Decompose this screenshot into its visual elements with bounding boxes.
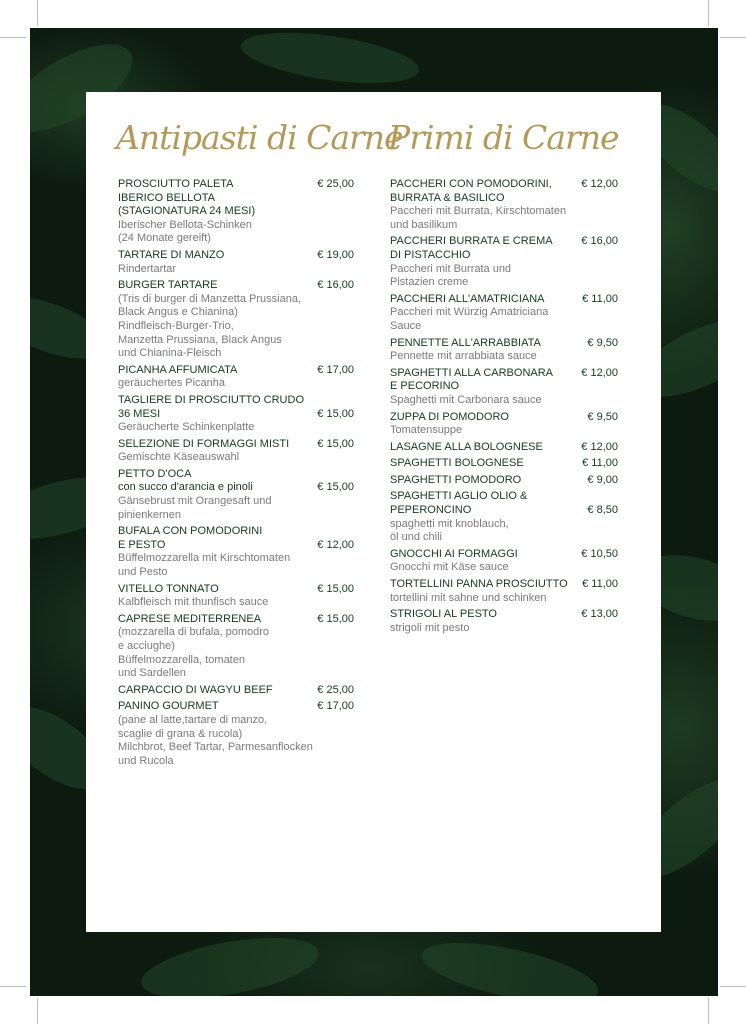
menu-item-name: VITELLO TONNATO [118, 582, 219, 595]
crop-mark-top-left-v [37, 0, 38, 26]
menu-item-price: € 12,00 [317, 538, 354, 551]
menu-item-name: GNOCCHI AI FORMAGGI [390, 547, 518, 560]
menu-item-name: TARTARE DI MANZO [118, 248, 225, 261]
menu-item-price: € 15,00 [317, 437, 354, 450]
menu-item-name: SPAGHETTI ALLA CARBONARA E PECORINO [390, 366, 554, 393]
menu-item-name: PICANHA AFFUMICATA [118, 363, 238, 376]
menu-item-price: € 17,00 [317, 700, 354, 713]
menu-item-description: geräuchertes Picanha [118, 377, 226, 390]
menu-item [118, 279, 354, 361]
menu-item [118, 394, 354, 435]
menu-item-name: PANINO GOURMET [118, 700, 219, 713]
primi-list [390, 178, 626, 638]
menu-item-description: Kalbfleisch mit thunfisch sauce [118, 596, 269, 609]
menu-item [118, 613, 354, 681]
menu-item-name: LASAGNE ALLA BOLOGNESE [390, 440, 543, 453]
menu-item-price: € 25,00 [317, 683, 354, 696]
menu-item [118, 468, 354, 522]
menu-item-name: SELEZIONE DI FORMAGGI MISTI [118, 437, 290, 450]
crop-mark-bottom-left-h [0, 986, 26, 987]
menu-item [390, 474, 626, 488]
crop-mark-top-left-h [0, 37, 26, 38]
menu-item-name: BURGER TARTARE [118, 279, 218, 292]
crop-mark-bottom-right-v [708, 998, 709, 1024]
menu-item-price: € 9,00 [587, 473, 618, 486]
menu-item [390, 457, 626, 471]
menu-item-description: Paccheri mit Burrata und Pistazien creme [390, 262, 512, 289]
menu-item [118, 178, 354, 246]
crop-mark-bottom-left-v [37, 998, 38, 1024]
menu-item [390, 578, 626, 605]
menu-item-description: Iberischer Bellota-Schinken (24 Monate gereift) [118, 218, 252, 245]
menu-item [390, 367, 626, 408]
menu-item-price: € 19,00 [317, 248, 354, 261]
menu-item-name: PETTO D'OCA con succo d'arancia e pinoli [118, 467, 253, 494]
menu-item-name: PACCHERI ALL'AMATRICIANA [390, 292, 545, 305]
menu-item-description: Gänsebrust mit Orangesaft und pinienkernen [118, 495, 272, 521]
menu-item-price: € 12,00 [581, 440, 618, 453]
menu-item-price: € 12,00 [581, 366, 618, 379]
menu-item-name: BUFALA CON POMODORINI E PESTO [118, 525, 263, 551]
menu-item-price: € 11,00 [582, 292, 618, 305]
menu-item-price: € 11,00 [582, 578, 618, 591]
menu-item-name: CAPRESE MEDITERRENEA [118, 612, 262, 625]
menu-item-name: STRIGOLI AL PESTO [390, 608, 497, 621]
menu-item-price: € 11,00 [582, 457, 618, 470]
menu-item-description: Spaghetti mit Carbonara sauce [390, 393, 542, 406]
menu-item-description: Tomatensuppe [390, 424, 463, 437]
menu-item-price: € 15,00 [317, 582, 354, 595]
menu-item-name: SPAGHETTI BOLOGNESE [390, 457, 524, 470]
menu-item-name: PACCHERI BURRATA E CREMA DI PISTACCHIO [390, 235, 553, 261]
menu-item [118, 700, 354, 768]
crop-mark-bottom-right-h [720, 986, 746, 987]
menu-item [390, 490, 626, 544]
menu-item-price: € 15,00 [317, 481, 354, 494]
menu-item-description: Rindertartar [118, 262, 177, 275]
menu-item [118, 364, 354, 391]
menu-item-name: TAGLIERE DI PROSCIUTTO CRUDO 36 MESI [118, 393, 305, 420]
menu-item-description: strigoli mit pesto [390, 621, 470, 634]
menu-item-price: € 25,00 [317, 178, 354, 190]
menu-item-name: CARPACCIO DI WAGYU BEEF [118, 683, 273, 696]
menu-item-description: Paccheri mit Würzig Amatriciana Sauce [390, 306, 549, 332]
menu-item-description: (pane al latte,tartare di manzo, scaglie di grana & rucola) Milchbrot, Beef Tartar, Parmesanflocken und Rucola [118, 713, 313, 767]
menu-item-price: € 15,00 [317, 407, 354, 420]
menu-item-description: Gnocchi mit Käse sauce [390, 561, 509, 574]
menu-item [390, 548, 626, 575]
menu-item-price: € 16,00 [317, 279, 354, 292]
menu-item [390, 293, 626, 334]
menu-item [390, 608, 626, 635]
antipasti-heading: Antipasti di Carne [116, 118, 403, 157]
menu-item-description: Geräucherte Schinkenplatte [118, 421, 255, 434]
menu-item-price: € 9,50 [587, 336, 618, 349]
menu-item-name: PENNETTE ALL'ARRABBIATA [390, 336, 541, 349]
menu-item [390, 235, 626, 289]
menu-item-description: Pennette mit arrabbiata sauce [390, 350, 537, 363]
antipasti-list [118, 178, 354, 771]
menu-item-price: € 10,50 [581, 547, 618, 560]
menu-item [118, 438, 354, 465]
menu-item [390, 337, 626, 364]
menu-item [118, 583, 354, 610]
menu-item-name: ZUPPA DI POMODORO [390, 410, 509, 423]
menu-item-description: tortellini mit sahne und schinken [390, 591, 547, 604]
menu-item-name: PROSCIUTTO PALETA IBERICO BELLOTA (STAGIONATURA 24 MESI) [118, 178, 256, 218]
crop-mark-top-right-h [720, 37, 746, 38]
menu-item-name: PACCHERI CON POMODORINI, BURRATA & BASILICO [390, 178, 552, 204]
menu-item-description: (mozzarella di bufala, pomodro e acciughe) Büffelmozzarella, tomaten und Sardellen [118, 626, 270, 680]
menu-item-price: € 17,00 [317, 363, 354, 376]
menu-item-description: Büffelmozzarella mit Kirschtomaten und Pesto [118, 552, 291, 579]
menu-item-price: € 13,00 [581, 608, 618, 621]
menu-item [118, 525, 354, 579]
menu-item-price: € 15,00 [317, 612, 354, 625]
menu-item [390, 178, 626, 232]
menu-item-name: SPAGHETTI POMODORO [390, 473, 522, 486]
menu-item-description: Gemischte Käseauswahl [118, 451, 240, 464]
menu-item-description: (Tris di burger di Manzetta Prussiana, Black Angus e Chianina) Rindfleisch-Burger-Trio, Manzetta Prussiana, Black Angus und Chianina-Fleisch [118, 292, 301, 360]
menu-item-price: € 9,50 [587, 410, 618, 423]
menu-item [118, 249, 354, 276]
menu-item [118, 684, 354, 698]
menu-item [390, 441, 626, 455]
menu-item-name: TORTELLINI PANNA PROSCIUTTO [390, 578, 568, 591]
crop-mark-top-right-v [708, 0, 709, 26]
menu-item-name: SPAGHETTI AGLIO OLIO & PEPERONCINO [390, 490, 528, 517]
menu-item-price: € 12,00 [581, 178, 618, 190]
primi-heading: Primi di Carne [388, 118, 619, 157]
menu-item-description: Paccheri mit Burrata, Kirschtomaten und basilikum [390, 205, 567, 231]
menu-item [390, 411, 626, 438]
menu-item-description: spaghetti mit knoblauch, öl und chili [390, 517, 509, 544]
menu-item-price: € 16,00 [581, 235, 618, 248]
menu-item-price: € 8,50 [587, 504, 618, 517]
